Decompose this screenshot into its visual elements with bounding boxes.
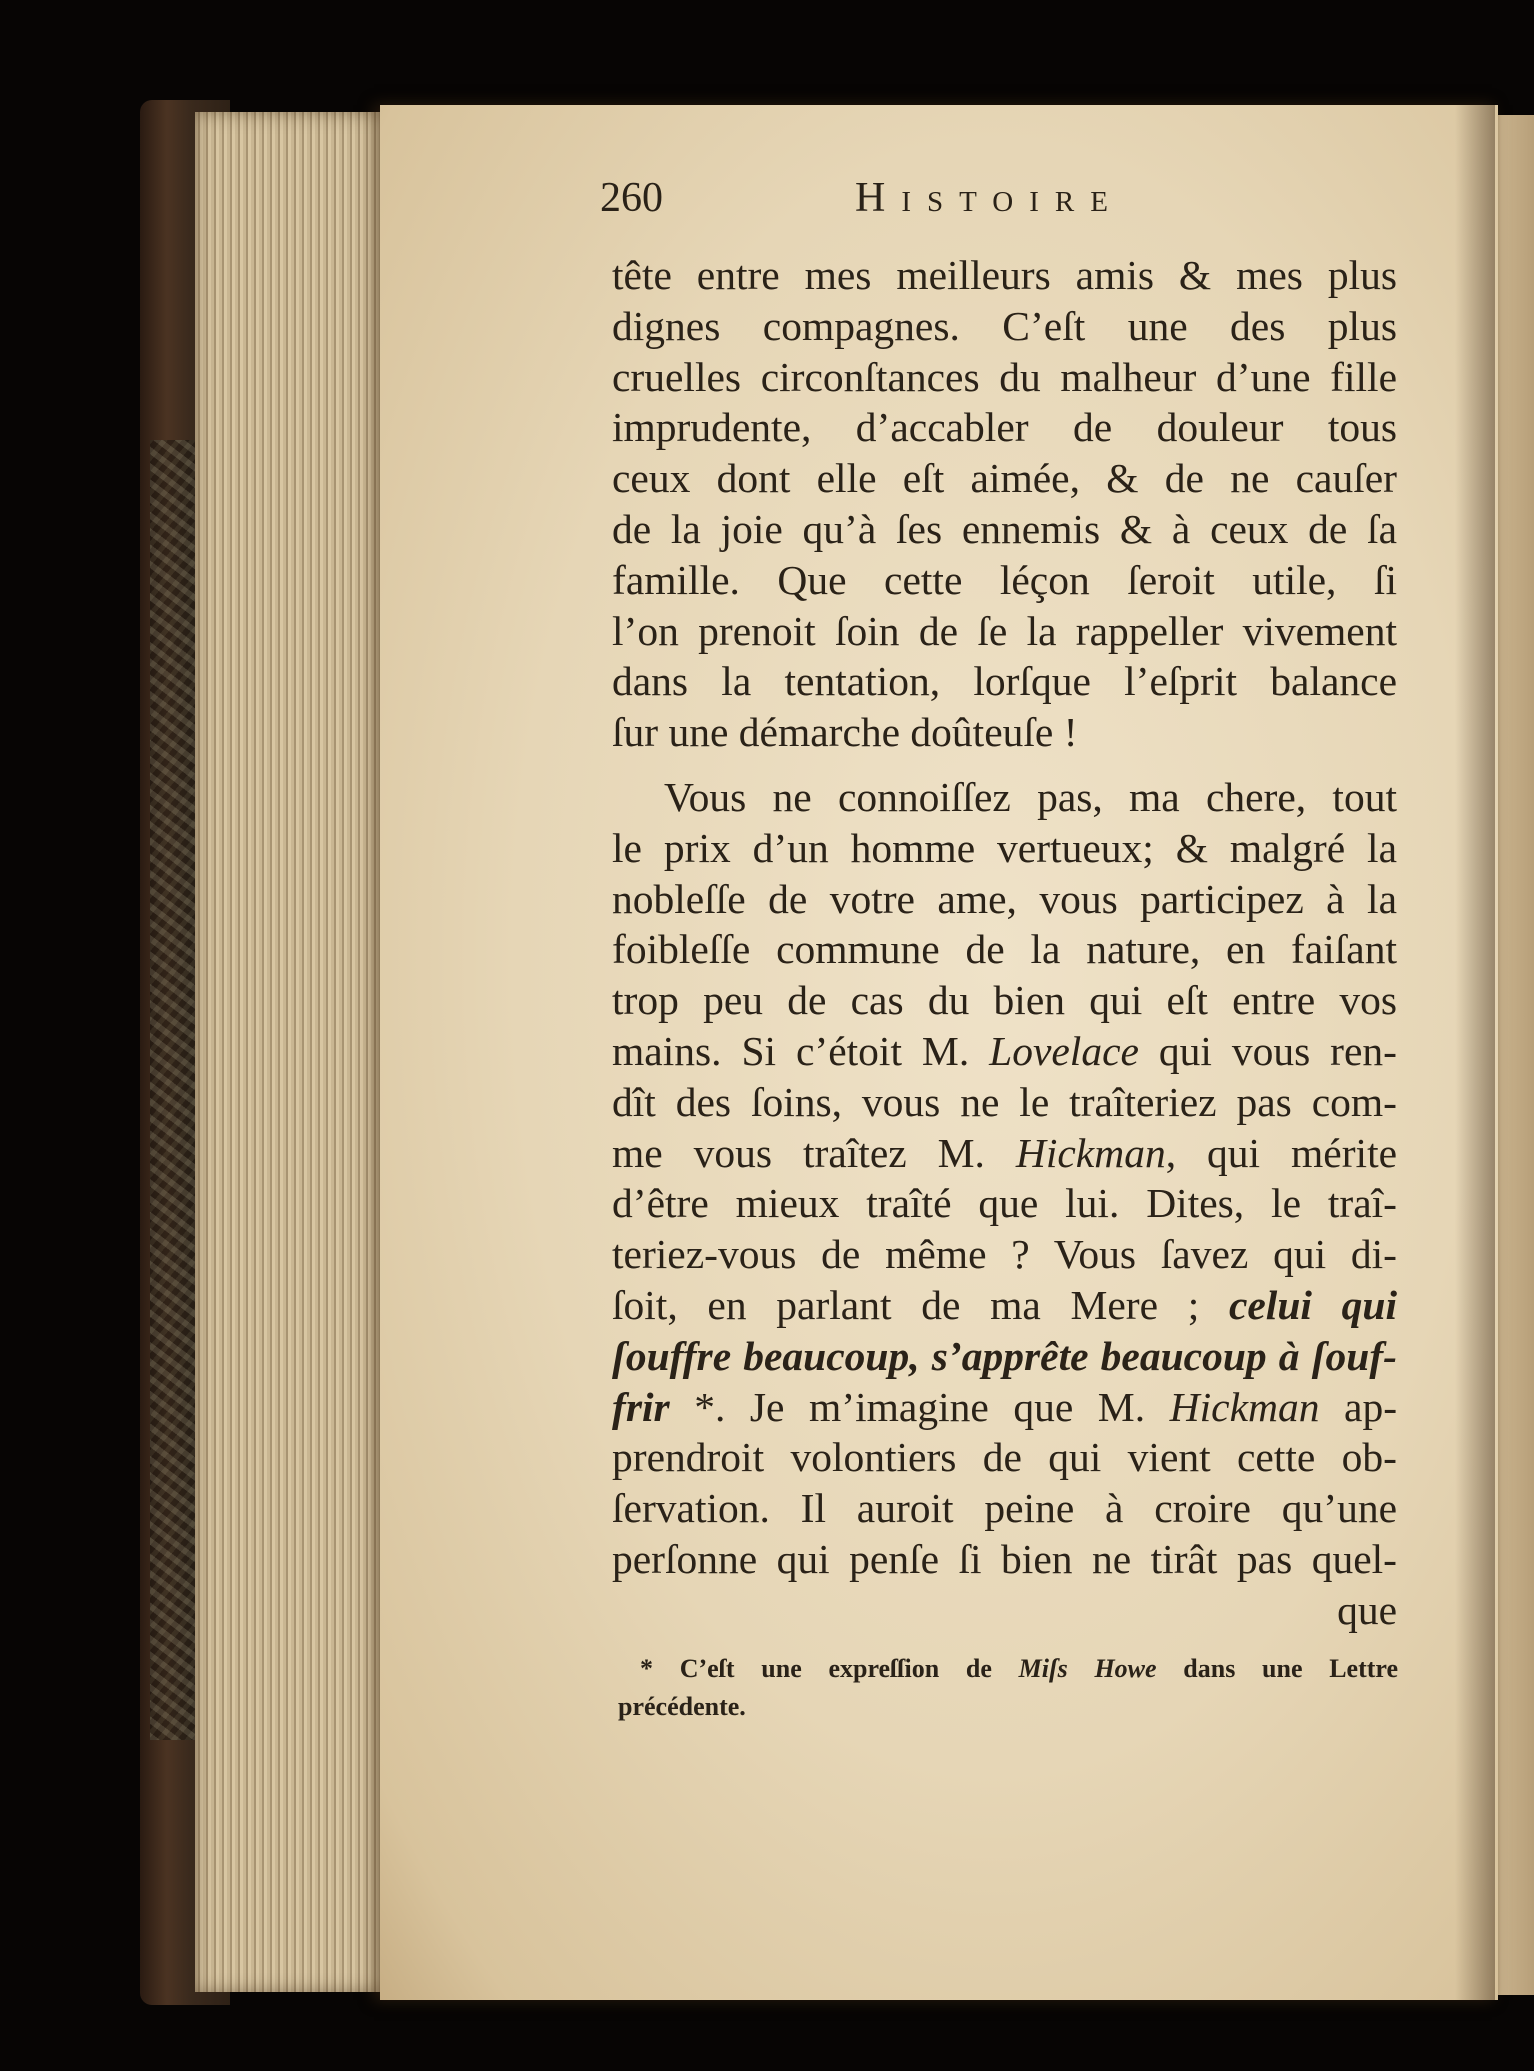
text-run: ap- (1344, 1383, 1398, 1430)
paragraph-gap (612, 758, 1397, 772)
footnote-name: Miſs Howe (1018, 1654, 1157, 1683)
footnote-text: dans une Lettre (1183, 1654, 1399, 1683)
italic-name: Lovelace (989, 1027, 1139, 1074)
text-line: Vous ne connoiſſez pas, ma chere, tout (664, 773, 1397, 820)
text-line: perſonne qui penſe ſi bien ne tirât pas quel- (612, 1535, 1397, 1582)
text-run: *. Je m’imagine que M. (669, 1383, 1146, 1430)
italic-quote-line: ſouffre beaucoup, s’apprête beaucoup à ſouf- (612, 1332, 1397, 1379)
text-line: ſervation. Il auroit peine à croire qu’une (612, 1485, 1397, 1532)
text-line: prendroit volontiers de qui vient cette ob- (612, 1434, 1397, 1481)
text-run: mains. Si c’étoit M. (612, 1027, 970, 1074)
page-header (600, 174, 1400, 230)
text-line: teriez-vous de même ? Vous ſavez qui di- (612, 1231, 1397, 1278)
gutter-shadow (1455, 105, 1495, 2000)
text-run: , qui mérite (1165, 1129, 1398, 1176)
italic-name: Hickman (1015, 1129, 1166, 1176)
footnote (618, 1650, 1398, 1726)
text-line-mixed (612, 1382, 1397, 1433)
text-line: le prix d’un homme vertueux; & malgré la (612, 824, 1397, 871)
text-line-mixed (612, 1128, 1397, 1179)
text-line: famille. Que cette léçon ſeroit utile, ſi (612, 556, 1397, 603)
text-line: ſur une démarche doûteuſe ! (612, 709, 1078, 756)
text-run: qui vous ren- (1158, 1027, 1397, 1074)
catchword: que (1337, 1586, 1397, 1633)
text-line: l’on prenoit ſoin de ſe la rappeller vivement (612, 607, 1397, 654)
footnote-line (618, 1650, 1398, 1688)
text-line: nobleſſe de votre ame, vous participez à la (612, 875, 1397, 922)
text-line: d’être mieux traîté que lui. Dites, le traî- (612, 1180, 1397, 1227)
text-line: dignes compagnes. C’eſt une des plus (612, 302, 1397, 349)
text-line: dît des ſoins, vous ne le traîteriez pas com- (612, 1078, 1397, 1125)
page-edges (195, 112, 395, 1992)
text-line: ceux dont elle eſt aimée, & de ne cauſer (612, 455, 1397, 502)
italic-quote: celui qui (1228, 1281, 1397, 1328)
text-line: imprudente, d’accabler de douleur tous (612, 404, 1397, 451)
text-line: dans la tentation, lorſque l’eſprit balance (612, 658, 1397, 705)
italic-quote: frir (612, 1383, 670, 1430)
text-line-mixed (612, 1026, 1397, 1077)
text-run: ſoit, en parlant de ma Mere ; (612, 1281, 1200, 1328)
text-line: foibleſſe commune de la nature, en faiſant (612, 926, 1397, 973)
text-line: de la joie qu’à ſes ennemis & à ceux de ſa (612, 505, 1397, 552)
text-run: me vous traîtez M. (612, 1129, 985, 1176)
body-text (612, 250, 1397, 1636)
text-line-mixed (612, 1280, 1397, 1331)
text-line: trop peu de cas du bien qui eſt entre vos (612, 977, 1397, 1024)
text-line: cruelles circonſtances du malheur d’une fille (612, 353, 1397, 400)
italic-name: Hickman (1169, 1383, 1320, 1430)
page-number: 260 (600, 175, 663, 221)
text-line: tête entre mes meilleurs amis & mes plus (612, 252, 1397, 298)
footnote-text: * C’eſt une expreſſion de (640, 1654, 992, 1683)
running-title: Histoire (855, 175, 1124, 221)
footnote-line: précédente. (618, 1692, 746, 1721)
